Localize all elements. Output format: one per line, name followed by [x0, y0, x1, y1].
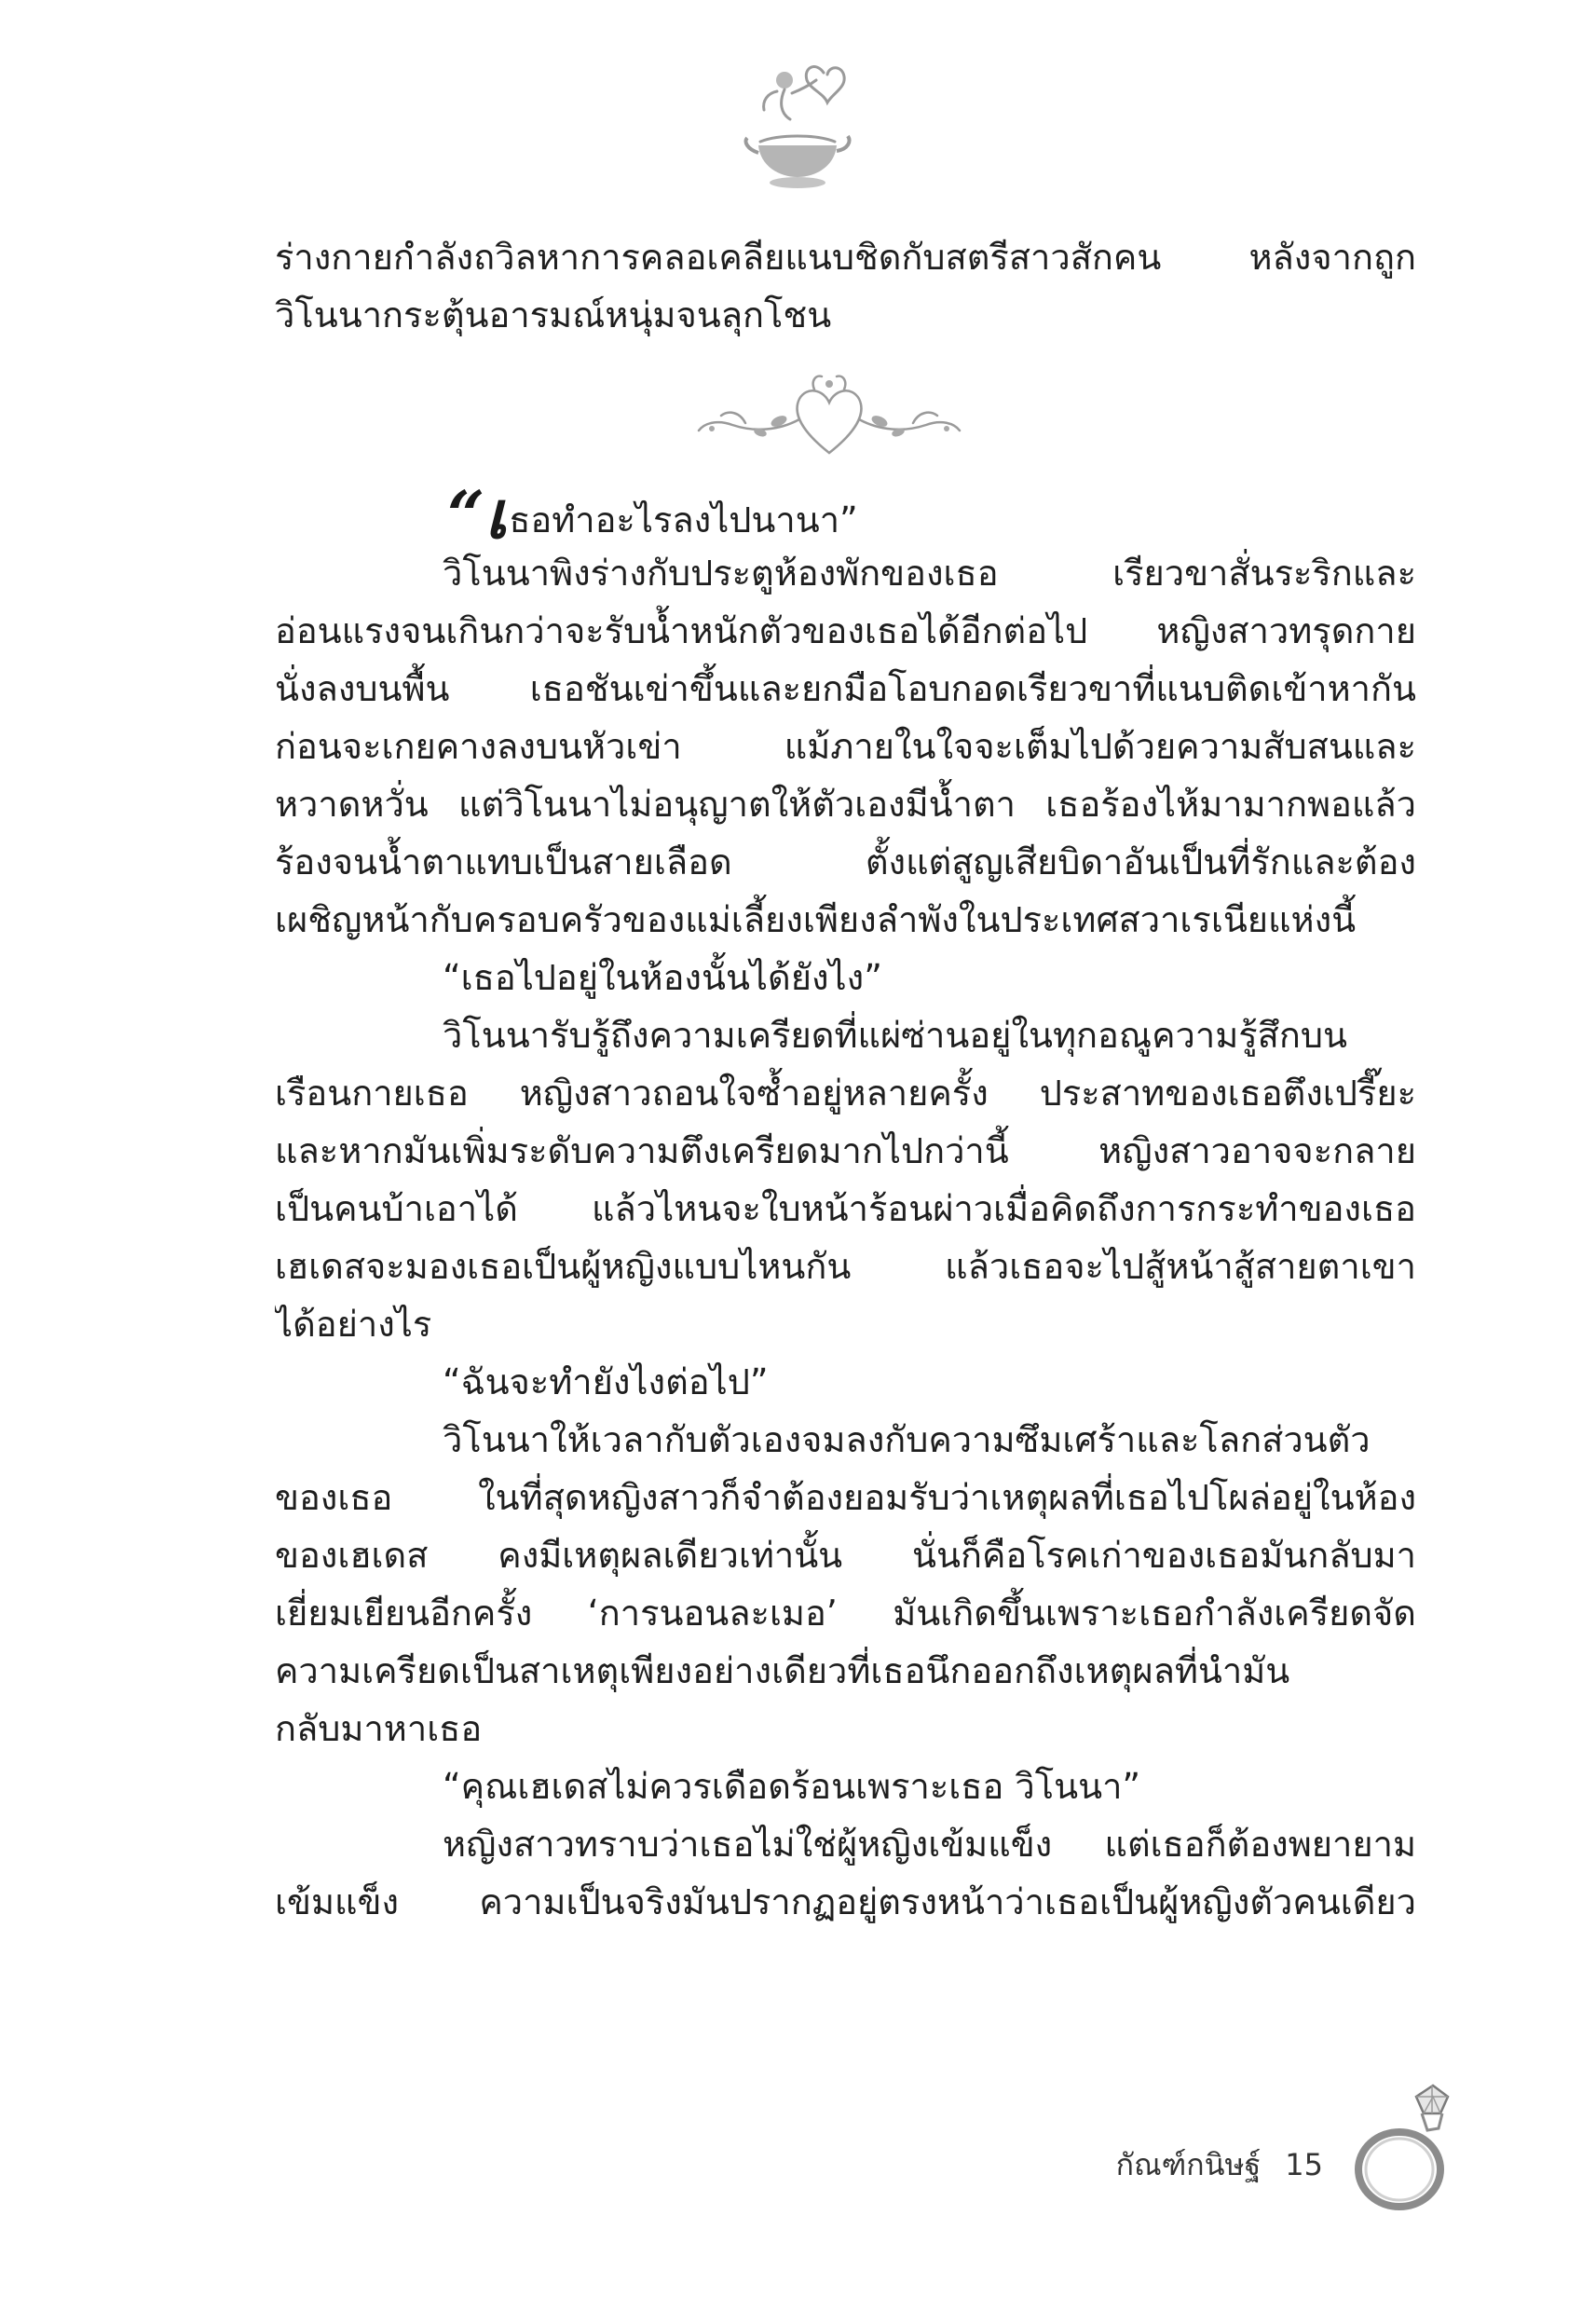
text-line: เยี่ยมเยียนอีกครั้ง ‘การนอนละเมอ’ มันเกิดขึ้นเพราะเธอกำลังเครียดจัด [275, 1593, 1416, 1634]
text-line: ร้องจนน้ำตาแทบเป็นสายเลือด ตั้งแต่สูญเสียบิดาอันเป็นที่รักและต้อง [275, 841, 1416, 882]
text-line: “ฉันจะทำยังไงต่อไป” [443, 1361, 769, 1402]
text-line: เรือนกายเธอ หญิงสาวถอนใจซ้ำอยู่หลายครั้ง ประสาทของเธอตึงเปรี๊ยะ [275, 1073, 1416, 1114]
text-line: อ่อนแรงจนเกินกว่าจะรับน้ำหนักตัวของเธอได้อีกต่อไป หญิงสาวทรุดกาย [275, 610, 1416, 651]
text-line: ของเธอ ในที่สุดหญิงสาวก็จำต้องยอมรับว่าเหตุผลที่เธอไปโผล่อยู่ในห้อง [275, 1477, 1416, 1518]
text-line: หญิงสาวทราบว่าเธอไม่ใช่ผู้หญิงเข้มแข็ง แต่เธอก็ต้องพยายาม [443, 1824, 1416, 1865]
text-line: วิโนนากระตุ้นอารมณ์หนุ่มจนลุกโชน [275, 294, 832, 335]
text-line: เป็นคนบ้าเอาได้ แล้วไหนจะใบหน้าร้อนผ่าวเมื่อคิดถึงการกระทำของเธอ [275, 1188, 1416, 1229]
text-line: และหากมันเพิ่มระดับความตึงเครียดมากไปกว่านี้ หญิงสาวอาจจะกลาย [275, 1130, 1416, 1171]
text-line: ก่อนจะเกยคางลงบนหัวเข่า แม้ภายในใจจะเต็มไปด้วยความสับสนและ [275, 726, 1416, 767]
text-line: “เธอไปอยู่ในห้องนั้นได้ยังไง” [443, 957, 882, 998]
page-footer [1099, 2139, 1323, 2191]
text-line: เฮเดสจะมองเธอเป็นผู้หญิงแบบไหนกัน แล้วเธอจะไปสู้หน้าสู้สายตาเขา [275, 1246, 1416, 1287]
text-line: ของเฮเดส คงมีเหตุผลเดียวเท่านั้น นั่นก็คือโรคเก่าของเธอมันกลับมา [275, 1535, 1416, 1576]
text-line: วิโนนาให้เวลากับตัวเองจมลงกับความซึมเศร้าและโลกส่วนตัว [443, 1419, 1371, 1460]
drop-cap: “เ [447, 486, 508, 544]
diamond-ring-icon [1342, 2078, 1463, 2218]
text-line: “คุณเฮเดสไม่ควรเดือดร้อนเพราะเธอ วิโนนา” [443, 1766, 1141, 1807]
text-line: นั่งลงบนพื้น เธอชันเข่าขึ้นและยกมือโอบกอดเรียวขาที่แนบติดเข้าหากัน [275, 668, 1416, 709]
book-title: กัณฑ์กนิษฐ์ [1115, 2147, 1262, 2182]
text-line: เข้มแข็ง ความเป็นจริงมันปรากฏอยู่ตรงหน้าว่าเธอเป็นผู้หญิงตัวคนเดียว [275, 1881, 1416, 1922]
intro-paragraph [275, 228, 1416, 344]
text-line: ความเครียดเป็นสาเหตุเพียงอย่างเดียวที่เธอนึกออกถึงเหตุผลที่นำมัน [275, 1650, 1290, 1691]
text-line: ได้อย่างไร [275, 1304, 432, 1345]
text-line: วิโนนารับรู้ถึงความเครียดที่แผ่ซ่านอยู่ในทุกอณูความรู้สึกบน [443, 1015, 1347, 1056]
text-line: กลับมาหาเธอ [275, 1708, 483, 1749]
opening-text: ธอทำอะไรลงไปนานา” [509, 499, 858, 540]
text-line: ร่างกายกำลังถวิลหาการคลอเคลียแนบชิดกับสตรีสาวสักคน หลังจากถูก [275, 237, 1416, 278]
opening-line [275, 486, 1416, 544]
chapter-section [275, 486, 1416, 1931]
page-number: 15 [1285, 2147, 1323, 2182]
text-line: เผชิญหน้ากับครอบครัวของแม่เลี้ยงเพียงลำพังในประเทศสวาเรเนียแห่งนี้ [275, 899, 1357, 940]
text-line: หวาดหวั่น แต่วิโนนาไม่อนุญาตให้ตัวเองมีน้ำตา เธอร้องไห้มามากพอแล้ว [275, 784, 1416, 825]
cupid-teapot-ornament-icon [742, 56, 853, 194]
floral-heart-divider-icon [689, 371, 969, 460]
body-lines [275, 544, 1416, 1931]
text-line: วิโนนาพิงร่างกับประตูห้องพักของเธอ เรียวขาสั่นระริกและ [443, 553, 1416, 594]
